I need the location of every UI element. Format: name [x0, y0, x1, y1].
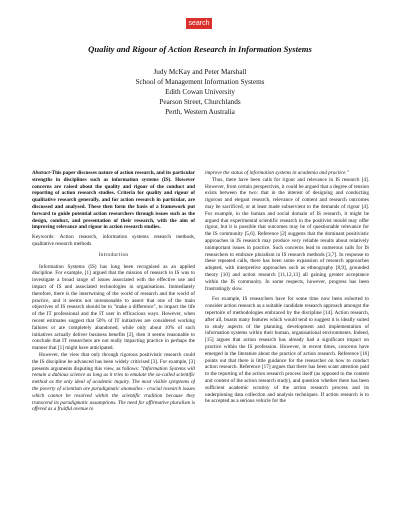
body-paragraph: Thus, there have been calls for rigour and relevance in IS research [4]. However, from certain perspectives, it could be argued that a degree of tension exists between the two: that in the interest of designing and conducting rigorous and elegant research, relevance of content and research outcomes may be sacrificed, or at least made subservient to the demands of rigour [4]. For example, in the human and social domain of IS research, it might be argued that experimental scientific research in the positivist mould may offer rigour, but it is possible that outcomes may be of questionable relevance for the IS community [5,6]. Reference [2] suggests that the dominant positivistic approaches in IS research may produce very reliable results about relatively unimportant issues in practice. Such concerns lead to numerous calls for IS researchers to embrace pluralism in IS research methods [3,7]. In response to these repeated calls, there has been some expansion of research approaches adopted, with interpretive approaches such as ethnography [8,9], grounded theory [10] and action research [11,12,13] all gaining greater acceptance within the IS community. In some respects, however, progress has been frustratingly slow. — [205, 176, 369, 292]
paper-title: Quality and Rigour of Action Research in Information Systems — [88, 44, 312, 54]
affiliation-line: Edith Cowan University — [165, 88, 235, 96]
affiliation-line: School of Management Information Systems — [135, 78, 265, 86]
abstract-text: This paper discusses nature of action research, and its particular strengths in disciplines such as information systems (IS). However concerns are raised about the quality and rigour of the conduct and reporting of action research studies. Criteria for quality and rigour of qualitative research generally, and for action research in particular, are discussed and analysed. These then form the basis of a framework put forward to guide potential action researchers through issues such as the design, conduct, and presentation of their research, with the aim of improving relevance and rigour in action research studies. — [32, 170, 195, 231]
block-quote: "Information Systems will remain a dubious science as long as it tries to emulate the so-called scientific method as the only ideal of academic inquiry. The most visible symptoms of the poverty of scientism are paradigmatic anomalies - crucial research issues which cannot be resolved within the scientific tradition because they transcend its paradigmatic assumptions. The need for affirmative pluralism is offered as a fruitful avenue to — [32, 365, 195, 413]
body-paragraph: For example, IS researchers have for some time now been exhorted to consider action research as a suitable candidate research approach amongst the repertoire of methodologies embraced by the discipline [14]. Action research, after all, boasts many features which would tend to suggest it is ideally suited to study aspects of the planning, development and implementation of information systems within their human, organisational environments. Indeed, [15] argues that action research has already had a significant impact on practice within the IS profession. However, in recent times, concerns have emerged in the literature about the practice of action research. Reference [16] points out that there is little guidance for the researcher on how to conduct action research. Reference [17] argues that there has been scant attention paid to the reporting of the action research process itself (as opposed to the content and content of the action research study), and question whether there has been sufficient academic scrutiny of the action research process and its underpinning data collection and analysis techniques. If action research is to be accepted as a serious vehicle for the — [205, 296, 369, 405]
left-column — [32, 170, 195, 515]
paragraph-text: However, the view that only through rigorous positivistic research could the IS discipline be advanced has been widely criticised [3]. For example, [3] presents arguments disputing this view, as follows: — [32, 351, 195, 372]
abstract — [32, 170, 195, 231]
search-button[interactable]: search — [186, 18, 212, 29]
body-paragraph: Information Systems (IS) has long been recognised as an applied discipline. For example, [1] argued that the mission of research in IS was to investigate a broad range of issues associated with the effective use and impact of IS and associated technologies in organisations. Immediately therefore, there is the intertwining of the world of research and the world of practice, and it seems not unreasonable to assert that one of the main objectives of IS research should be to "make a difference", to impact the life of the IT professional and the IT user in efficacious ways. However, when recent estimates suggest that 50% of IT initiatives are considered working failures or are completely abandoned, while only about 10% of such initiatives actually deliver business benefits [2], then it seems reasonable to conclude that IT researchers are not really impacting practice in perhaps the manner that [1] might have anticipated. — [32, 263, 195, 352]
author-names: Judy McKay and Peter Marshall — [153, 68, 247, 76]
affiliation-line: Perth, Western Australia — [165, 108, 235, 116]
author-block — [0, 67, 400, 117]
section-heading-introduction: Introduction — [98, 252, 129, 258]
keywords: Keywords: Action research, information systems research methods, qualitative research methods — [32, 234, 195, 247]
abstract-lead: Abstract- — [32, 170, 52, 176]
right-column — [205, 170, 369, 515]
block-quote-end: improve the status of information systems in academia and practice." — [205, 170, 349, 176]
body-paragraph — [32, 352, 195, 413]
affiliation-line: Pearson Street, Churchlands — [159, 98, 241, 106]
